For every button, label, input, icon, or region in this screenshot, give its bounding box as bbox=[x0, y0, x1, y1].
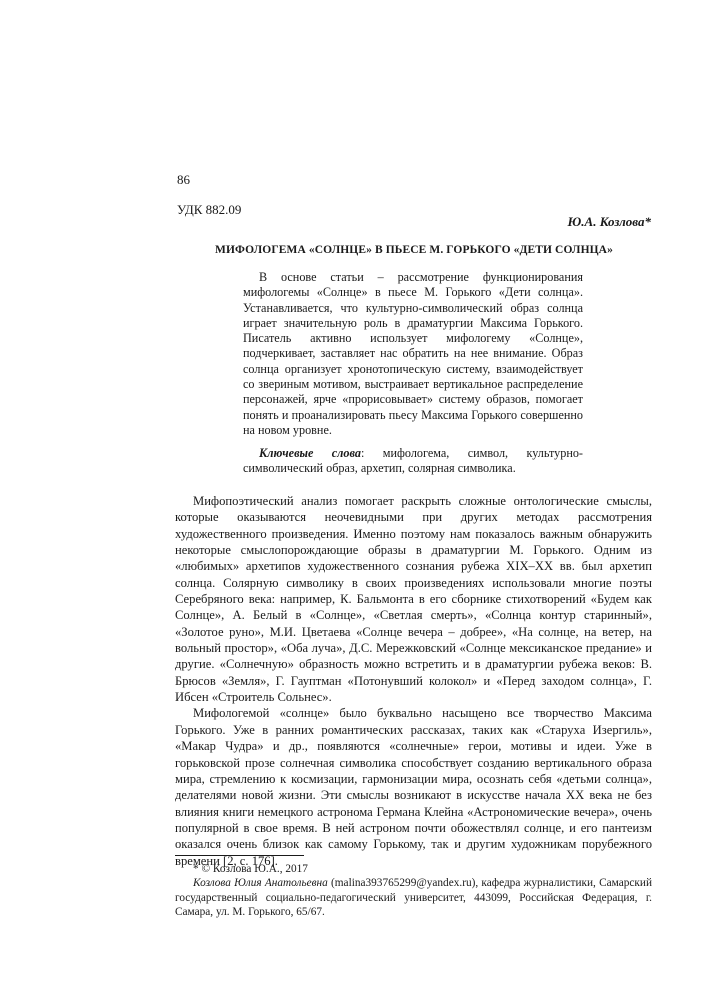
footnote-divider bbox=[175, 855, 304, 856]
udk-code: УДК 882.09 bbox=[177, 202, 242, 217]
abstract bbox=[243, 270, 583, 438]
footnote-author-details: (malina393765299@yandex.ru), кафедра журналистики, Самарский государственный социально-педагогический университет, 443099, Российская Федерация, г. Самара, ул. М. Горького, 65/67. bbox=[175, 877, 652, 918]
article-author: Ю.А. Козлова* bbox=[567, 214, 651, 229]
body-paragraph: Мифопоэтический анализ помогает раскрыть сложные онтологические смыслы, которые оказываются неочевидными при других методах рассмотрения художественного произведения. Именно поэтому нам показалось важным обнаружить некоторые смыслопорождающие образы в драматургии М. Горького. Одним из «любимых» архетипов художественного сознания рубежа XIX–XX вв. был архетип солнца. Солярную символику в своих произведениях использовали многие поэты Серебряного века: например, К. Бальмонта в его сборнике стихотворений «Будем как Солнце», А. Белый в «Солнце», «Светлая смерть», «Солнца контур старинный», «Золотое руно», М.И. Цветаева «Солнце вечера – добрее», «На солнце, на ветер, на вольный простор», «Оба луча», Д.С. Мережковский «Солнце мексиканское предание» и другие. «Солнечную» образность можно встретить и в драматургии рубежа веков: В. Брюсов «Земля», Г. Гауптман «Потонувший колокол» и «Перед заходом солнца», Г. Ибсен «Строитель Сольнес». bbox=[175, 494, 652, 705]
article-body bbox=[175, 493, 652, 869]
keywords bbox=[243, 446, 583, 477]
keywords-label: Ключевые слова bbox=[259, 446, 361, 460]
footnote-author-info bbox=[175, 876, 652, 919]
footnote-author-name: Козлова Юлия Анатольевна bbox=[193, 877, 328, 890]
body-paragraph: Мифологемой «солнце» было буквально насыщено все творчество Максима Горького. Уже в ранних романтических рассказах, таких как «Старуха Изергиль», «Макар Чудра» и др., появляются «солнечные» герои, мотивы и идеи. Уже в горьковской прозе солнечная символика способствует созданию вертикального образа мира, стремлению к космизации, гармонизации мира, осознать себя «детьми солнца», делателями новой жизни. Эти смыслы возникают в искусстве начала XX века не без влияния книги немецкого астронома Германа Клейна «Астрономические вечера», очень популярной в свое время. В ней астроном почти обожествлял солнце, и его пантеизм оказался очень близок как самому Горькому, так и другим художникам порубежного времени [2, с. 176]. bbox=[175, 706, 652, 868]
keywords-text: : мифологема, символ, культурно-символический образ, архетип, солярная символика. bbox=[243, 446, 583, 476]
abstract-text: В основе статьи – рассмотрение функционирования мифологемы «Солнце» в пьесе М. Горького «Дети солнца». Устанавливается, что культурно-символический образ солнца играет значительную роль в драматургии Максима Горького. Писатель активно использует мифологему «Солнце», подчеркивает, заставляет нас обратить на нее внимание. Образ солнца организует хронотопическую систему, взаимодействует со звериным мотивом, выстраивает вертикальное распределение персонажей, ярче «прорисовывает» систему образов, помогает понять и проанализировать пьесу Максима Горького совершенно на новом уровне. bbox=[243, 270, 583, 437]
article-title: МИФОЛОГЕМА «СОЛНЦЕ» В ПЬЕСЕ М. ГОРЬКОГО «ДЕТИ СОЛНЦА» bbox=[215, 244, 613, 256]
footnotes bbox=[175, 862, 652, 919]
page-number: 86 bbox=[177, 172, 190, 187]
footnote-copyright: * © Козлова Ю.А., 2017 bbox=[193, 863, 308, 875]
